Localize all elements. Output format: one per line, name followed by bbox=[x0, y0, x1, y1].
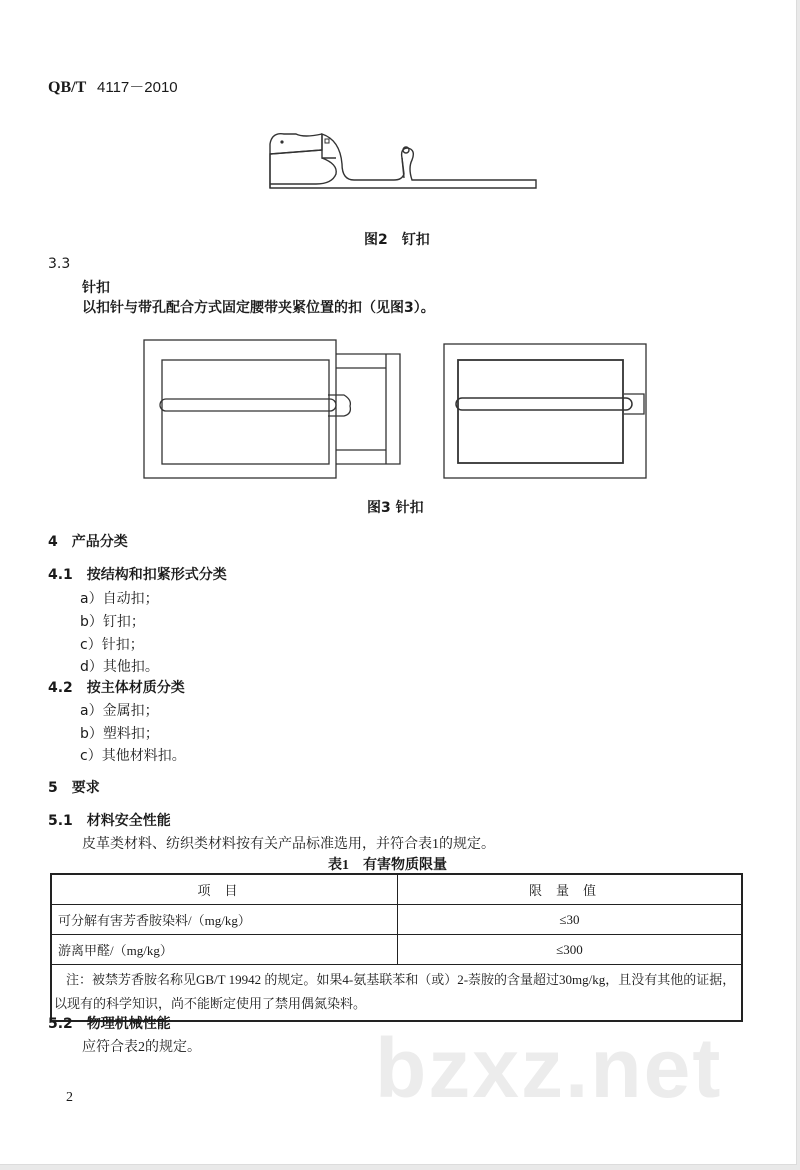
standard-number: 4117－2010 bbox=[97, 79, 178, 96]
table-header-row bbox=[51, 874, 742, 905]
standard-code: QB/T bbox=[48, 79, 87, 96]
table-row bbox=[51, 935, 742, 965]
table-row bbox=[51, 905, 742, 935]
watermark: bzxz.net bbox=[375, 1021, 723, 1115]
section-5-heading: 5 要求 bbox=[48, 780, 100, 796]
list-item: b）钉扣； bbox=[80, 614, 145, 630]
section-5-2-text: 应符合表2的规定。 bbox=[82, 1040, 201, 1055]
figure3-caption: 图3 针扣 bbox=[367, 500, 424, 516]
pin-buckle-drawing-icon bbox=[262, 128, 542, 194]
column-header-limit: 限量值 bbox=[398, 874, 743, 905]
limit-cell: ≤30 bbox=[398, 905, 743, 935]
needle-buckle-right-drawing-icon bbox=[440, 340, 650, 488]
figure2-caption: 图2 钉扣 bbox=[364, 232, 430, 248]
table1-caption: 表1 有害物质限量 bbox=[328, 858, 447, 873]
section-4-heading: 4 产品分类 bbox=[48, 534, 128, 550]
column-header-item: 项目 bbox=[51, 874, 398, 905]
section-5-2-heading: 5.2 物理机械性能 bbox=[48, 1016, 171, 1032]
item-cell: 可分解有害芳香胺染料/（mg/kg） bbox=[51, 905, 398, 935]
section-5-1-heading: 5.1 材料安全性能 bbox=[48, 813, 171, 829]
list-item: c）针扣； bbox=[80, 637, 144, 653]
page-number: 2 bbox=[66, 1090, 73, 1105]
table-note: 注：被禁芳香胺名称见GB/T 19942 的规定。如果4-氨基联苯和（或）2-萘胺的含量超过30mg/kg，且没有其他的证据，以现有的科学知识，尚不能断定使用了禁用偶氮染料。 bbox=[51, 965, 742, 1022]
list-item: a）自动扣； bbox=[80, 591, 159, 607]
section-3-3-term: 针扣 bbox=[82, 280, 110, 296]
list-item: d）其他扣。 bbox=[80, 659, 159, 675]
item-cell: 游离甲醛/（mg/kg） bbox=[51, 935, 398, 965]
hazardous-substances-table bbox=[50, 873, 743, 1022]
section-3-3-number: 3.3 bbox=[48, 256, 71, 272]
list-item: b）塑料扣； bbox=[80, 726, 159, 742]
standard-header bbox=[48, 76, 178, 97]
limit-cell: ≤300 bbox=[398, 935, 743, 965]
section-3-3-definition: 以扣针与带孔配合方式固定腰带夹紧位置的扣（见图3）。 bbox=[82, 300, 435, 316]
needle-buckle-left-drawing-icon bbox=[140, 336, 410, 486]
section-5-1-text: 皮革类材料、纺织类材料按有关产品标准选用，并符合表1的规定。 bbox=[82, 837, 495, 852]
list-item: a）金属扣； bbox=[80, 703, 159, 719]
list-item: c）其他材料扣。 bbox=[80, 748, 186, 764]
section-4-2-heading: 4.2 按主体材质分类 bbox=[48, 680, 185, 696]
section-4-1-heading: 4.1 按结构和扣紧形式分类 bbox=[48, 567, 227, 583]
